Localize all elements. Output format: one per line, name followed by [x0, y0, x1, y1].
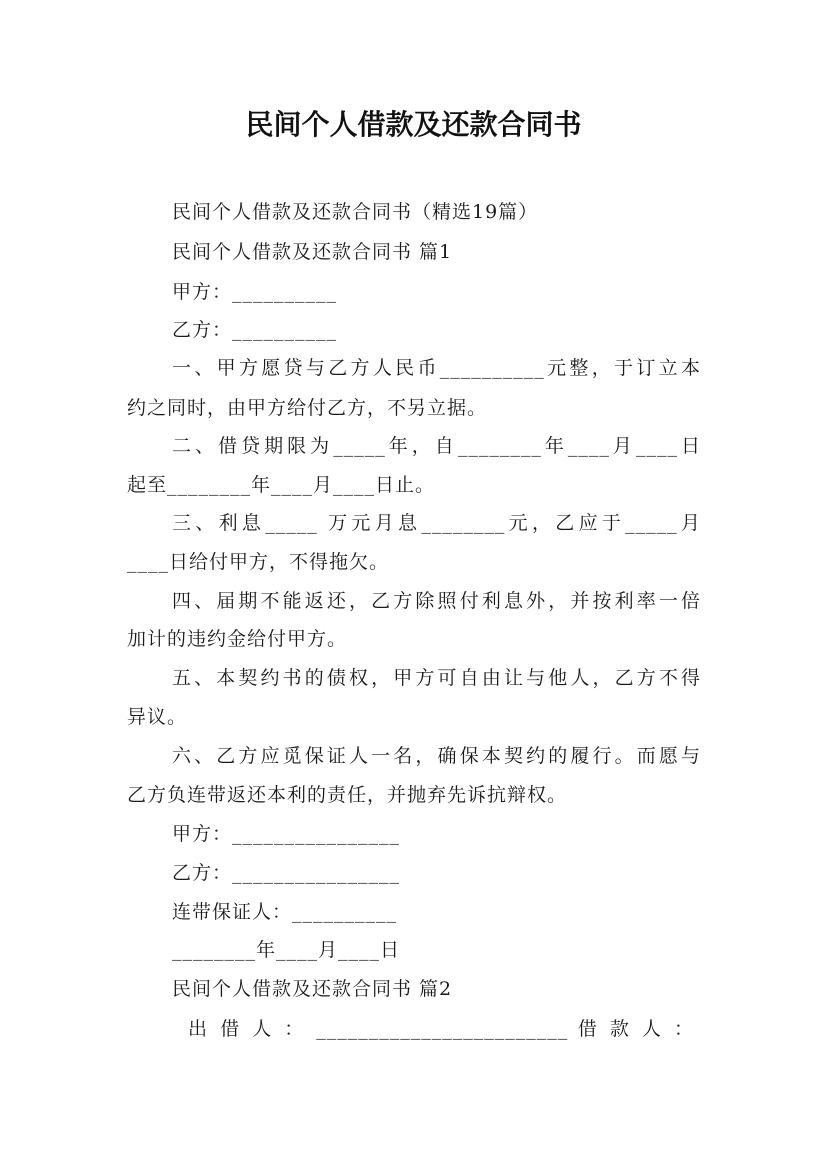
section-heading-2: 民间个人借款及还款合同书 篇2	[172, 978, 453, 1000]
section-heading-1: 民间个人借款及还款合同书 篇1	[172, 241, 453, 263]
clause-1-line-1: 一、甲方愿贷与乙方人民币__________元整，于订立本	[172, 357, 701, 379]
signature-party-a: 甲方：________________	[172, 823, 401, 845]
party-a-field: 甲方：__________	[172, 281, 338, 303]
clause-6-line-2: 乙方负连带返还本利的责任，并抛弃先诉抗辩权。	[127, 784, 568, 806]
clause-6-line-1: 六、乙方应觅保证人一名，确保本契约的履行。而愿与	[172, 745, 701, 767]
clause-5-line-2: 异议。	[127, 706, 188, 728]
clause-3-line-2: ____日给付甲方，不得拖欠。	[127, 551, 390, 573]
signature-date: ________年____月____日	[172, 939, 401, 961]
lender-borrower-line: 出 借 人 ： ________________________ 借 款 人 ：	[188, 1018, 694, 1040]
signature-party-b: 乙方：________________	[172, 862, 401, 884]
signature-guarantor: 连带保证人：__________	[172, 901, 398, 923]
party-b-field: 乙方：__________	[172, 319, 338, 341]
document-title: 民间个人借款及还款合同书	[245, 108, 582, 141]
clause-2-line-1: 二、借贷期限为_____年，自________年____月____日	[172, 435, 701, 457]
clause-2-line-2: 起至________年____月____日止。	[127, 474, 436, 496]
clause-3-line-1: 三、利息_____ 万元月息________元，乙应于_____月	[172, 512, 701, 534]
clause-1-line-2: 约之同时，由甲方给付乙方，不另立据。	[127, 397, 488, 419]
clause-4-line-2: 加计的违约金给付甲方。	[127, 628, 348, 650]
clause-4-line-1: 四、届期不能返还，乙方除照付利息外，并按利率一倍	[172, 590, 701, 612]
clause-5-line-1: 五、本契约书的债权，甲方可自由让与他人，乙方不得	[172, 667, 701, 689]
document-subtitle: 民间个人借款及还款合同书（精选19篇）	[172, 201, 539, 223]
